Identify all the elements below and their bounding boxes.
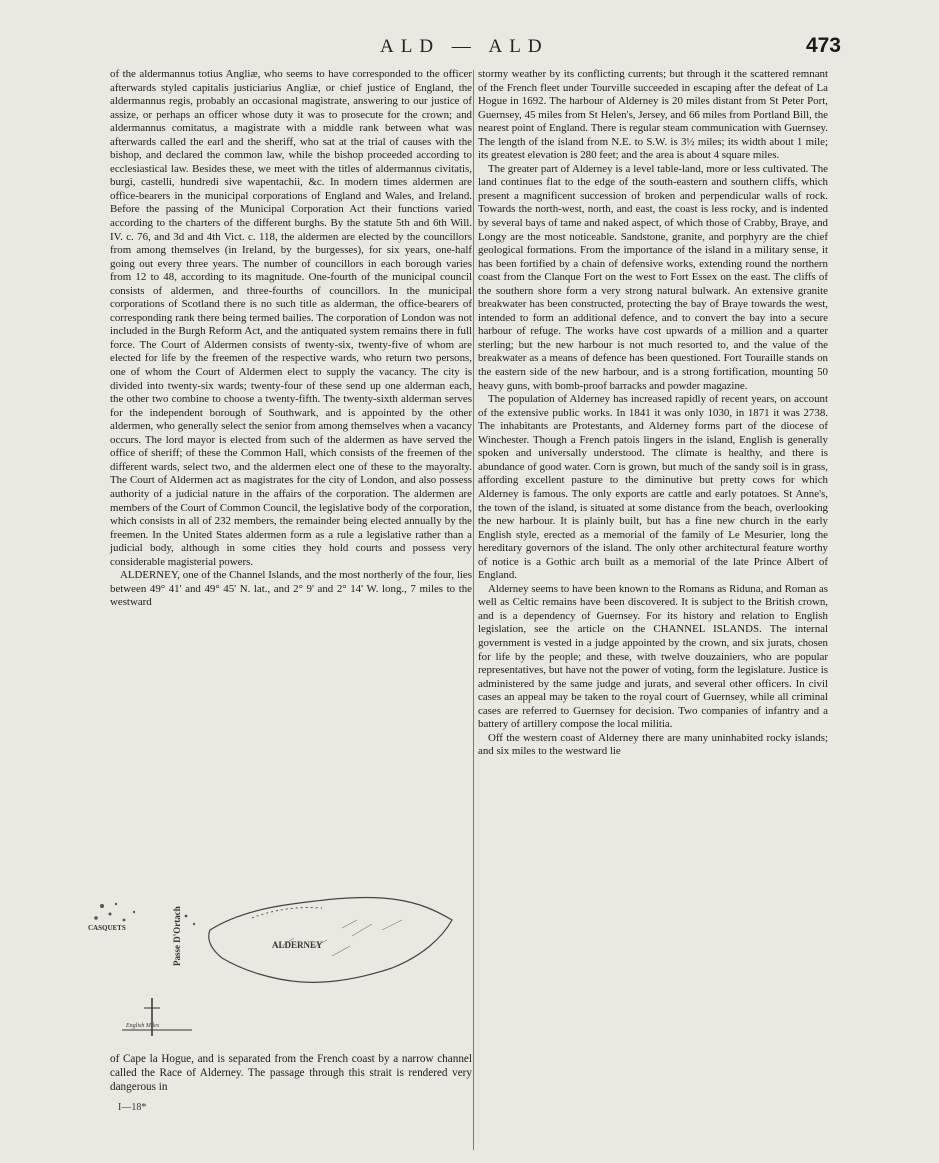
- page-number: 473: [805, 34, 841, 57]
- left-column: [110, 68, 472, 610]
- population-paragraph: The population of Alderney has increased rapidly of recent years, on account of the extensive public works. In 1841 it was only 1030, in 1871 it was 2738. The inhabitants are Protestants, and Alderney forms part of the diocese of Winchester. Though a French patois lingers in the island, English is generally spoken and universally understood. The climate is healthy, and there is abundance of good water. Corn is grown, but much of the sandy soil is in grass, affording excellent pasture to the diminutive but pretty cows for which Alderney is famous. The only exports are cattle and early potatoes. St Anne's, the town of the island, is situated at some distance from the beach, overlooking the new harbour. It is plainly built, but has a fine new church in the early English style, erected as a memorial of the family of Le Mesurier, long the hereditary governors of the island. The only other architectural feature worthy of notice is a Gothic arch built as a memorial of the late Prince Albert of England.: [478, 393, 828, 582]
- signature-mark: I—18*: [118, 1102, 147, 1113]
- stormy-weather-paragraph: stormy weather by its conflicting currents; but through it the scattered remnant of the French fleet under Tourville succeeded in escaping after the defeat of La Hogue in 1692. The harbour of Alderney is 20 miles distant from St Peter Port, Guernsey, 45 miles from St Helen's, Jersey, and 66 miles from Portland Bill, the nearest point of England. There is regular steam communication with Guernsey. The length of the island from N.E. to S.W. is 3½ miles; its width about 1 mile; its greatest elevation is 280 feet; and the area is about 4 square miles.: [478, 68, 828, 162]
- alderman-paragraph: of the aldermannus totius Angliæ, who seems to have corresponded to the officer afterwards styled capitalis justiciarius Angliæ, or chief justice of England, the aldermannus regis, probably an occasional magistrate, answering to our justice of assize, or perhaps an officer whose duty it was to prosecute for the crown; and aldermannus comitatus, a magistrate with a middle rank between what was afterwards called the earl and the sheriff, who sat at the trial of causes with the bishop, and declared the common law, while the bishop proceeded according to ecclesiastical law. Besides these, we meet with the titles of aldermannus civitatis, burgi, castelli, hundredi sive wapentachii, &c. In modern times aldermen are office-bearers in the municipal corporations of England and Wales, and Ireland. Before the passing of the Municipal Corporation Act their functions varied according to the charters of the different burghs. By the statute 5th and 6th Will. IV. c. 76, and 3d and 4th Vict. c. 118, the aldermen are elected by the councillors from among themselves (in Ireland, by the burgesses), for six years, one-half going out every three years. The number of councillors in each borough varies from 12 to 48, according to its magnitude. One-fourth of the municipal council consists of aldermen, and three-fourths of councillors. In the municipal corporations of Scotland there is no such title as alderman, the office-bearers of corresponding rank there being termed bailies. The corporation of London was not included in the Burgh Reform Act, and the antiquated system remains there in full force. The Court of Aldermen consists of twenty-six, twenty-five of whom are elected for life by the freemen of the respective wards, who return two persons, one of whom the Court of Aldermen elect to supply the vacancy. The city is divided into twenty-six wards; twenty-four of these send up one alderman each, the other two combine to choose a twenty-fifth. The twenty-sixth alderman serves for the independent borough of Southwark, and is appointed by the other aldermen, who generally select the senior from among themselves when a vacancy occurs. The lord mayor is elected from such of the aldermen as have served the office of sheriff; of these the Common Hall, which consists of the freemen of the different wards, select two, and the aldermen elect one of these to the mayoralty. The Court of Aldermen act as magistrates for the city of London, and also possess authority of a judicial nature in the affairs of the corporation. The aldermen are members of the Court of Common Council, the legislative body of the corporation, which consists in all of 232 members, the remainder being elected annually by the freemen. In the United States aldermen form as a rule a legislative rather than a judicial body, although in some cities they hold courts and possess very considerable magisterial powers.: [110, 68, 472, 568]
- casquets-label: CASQUETS: [88, 924, 126, 932]
- cape-la-hogue-paragraph: of Cape la Hogue, and is separated from the French coast by a narrow channel called the Race of Alderney. The passage through this strait is rendered very dangerous in: [110, 1053, 472, 1093]
- running-head: ALD — ALD: [380, 36, 549, 57]
- passe-label: Passe D'Ortach: [172, 906, 182, 966]
- scale-label: English Miles: [126, 1023, 160, 1029]
- map-illustration: [82, 858, 467, 1043]
- western-coast-paragraph: Off the western coast of Alderney there are many uninhabited rocky islands; and six miles to the westward lie: [478, 731, 828, 758]
- left-column-continued: [110, 1052, 472, 1094]
- alderney-map: [82, 858, 467, 1043]
- right-column: [478, 68, 828, 759]
- history-paragraph: Alderney seems to have been known to the Romans as Riduna, and Roman as well as Celtic remains have been discovered. It is subject to the British crown, and is a dependency of Guernsey. For its history and relation to English legislation, see the article on the CHANNEL ISLANDS. The internal government is vested in a judge appointed by the crown, and six jurats, chosen for life by the people; and these, with twelve douzainiers, who are popular representatives, but have not the power of voting, form the legislature. Justice is administered by the same judge and jurats, and several other officers. In civil cases an appeal may be taken to the royal court of Guernsey, while all criminal cases are referred to Guernsey for decision. Two companies of infantry and a battery of artillery compose the local militia.: [478, 582, 828, 731]
- column-divider: [473, 70, 474, 1150]
- geography-paragraph: The greater part of Alderney is a level table-land, more or less cultivated. The land continues flat to the edge of the south-eastern and southern cliffs, which present a magnificent succession of broken and perpendicular walls of rock. Towards the north-west, north, and east, the coast is less rocky, and is indented by several bays of tame and naked aspect, of which those of Crabby, Braye, and Longy are the most noticeable. Sandstone, granite, and porphyry are the chief geological formations. From the importance of the island in a military sense, it has been fortified by a chain of defensive works, extending round the northern coast from the Clanque Fort on the west to Fort Essex on the east. The cliffs of the southern shore form a very strong natural bulwark. An extensive granite breakwater has been constructed, protecting the bay of Braye towards the west, intended to form an additional defence, and to convert the bay into a secure harbour of refuge. The works have cost upwards of a million and a quarter sterling; but the new harbour is not much resorted to, and the value of the breakwater as a means of defence has been questioned. Fort Touraille stands on the eastern side of the new harbour, and is a strong fortification, mounting 50 heavy guns, with bomb-proof barracks and powder magazine.: [478, 162, 828, 392]
- alderney-label: ALDERNEY: [272, 940, 323, 950]
- page-header: [0, 36, 939, 60]
- alderney-intro-paragraph: ALDERNEY, one of the Channel Islands, and the most northerly of the four, lies between 49° 41' and 49° 45' N. lat., and 2° 9' and 2° 14' W. long., 7 miles to the westward: [110, 569, 472, 609]
